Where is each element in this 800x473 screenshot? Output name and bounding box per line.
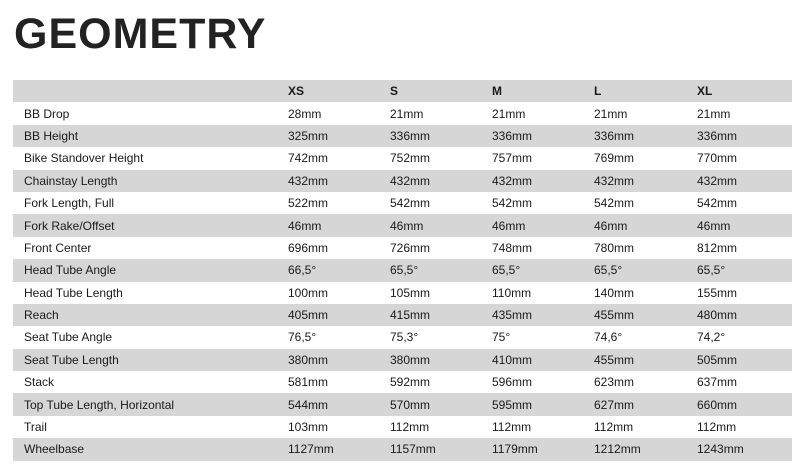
table-cell: 75,3° xyxy=(390,330,419,345)
table-row xyxy=(13,170,792,192)
size-header-xs: XS xyxy=(288,84,305,99)
table-row xyxy=(13,147,792,169)
row-label: Wheelbase xyxy=(24,442,85,457)
table-cell: 112mm xyxy=(697,420,737,435)
table-cell: 812mm xyxy=(697,240,738,255)
size-header-xl: XL xyxy=(697,84,713,99)
table-cell: 46mm xyxy=(697,218,731,233)
table-cell: 432mm xyxy=(390,173,431,188)
table-row xyxy=(13,214,792,236)
table-cell: 1157mm xyxy=(390,442,436,457)
table-cell: 748mm xyxy=(492,240,533,255)
row-label: Head Tube Length xyxy=(24,285,123,300)
header-row xyxy=(13,80,792,102)
table-cell: 74,2° xyxy=(697,330,726,345)
table-cell: 752mm xyxy=(390,151,431,166)
table-cell: 432mm xyxy=(594,173,635,188)
table-cell: 65,5° xyxy=(594,263,623,278)
page-title: GEOMETRY xyxy=(14,10,267,58)
table-cell: 46mm xyxy=(492,218,526,233)
table-cell: 336mm xyxy=(492,128,533,143)
table-cell: 112mm xyxy=(492,420,532,435)
table-cell: 66,5° xyxy=(288,263,317,278)
table-cell: 581mm xyxy=(288,375,329,390)
row-label: Chainstay Length xyxy=(24,173,118,188)
table-cell: 21mm xyxy=(697,106,731,121)
table-cell: 65,5° xyxy=(697,263,726,278)
table-cell: 432mm xyxy=(288,173,329,188)
table-row xyxy=(13,349,792,371)
row-label: Trail xyxy=(24,420,47,435)
row-label: Seat Tube Length xyxy=(24,352,119,367)
table-cell: 65,5° xyxy=(390,263,419,278)
table-cell: 74,6° xyxy=(594,330,623,345)
table-cell: 155mm xyxy=(697,285,738,300)
table-cell: 405mm xyxy=(288,308,329,323)
row-label: Bike Standover Height xyxy=(24,151,144,166)
table-cell: 455mm xyxy=(594,352,635,367)
table-cell: 542mm xyxy=(594,196,635,211)
table-cell: 380mm xyxy=(288,352,329,367)
table-cell: 769mm xyxy=(594,151,635,166)
table-cell: 325mm xyxy=(288,128,329,143)
table-row xyxy=(13,192,792,214)
table-cell: 522mm xyxy=(288,196,329,211)
table-cell: 140mm xyxy=(594,285,635,300)
table-row xyxy=(13,416,792,438)
table-cell: 75° xyxy=(492,330,511,345)
table-cell: 46mm xyxy=(594,218,628,233)
table-header xyxy=(13,80,792,102)
table-row xyxy=(13,102,792,124)
row-label: Head Tube Angle xyxy=(24,263,117,278)
table-cell: 110mm xyxy=(492,285,532,300)
table-cell: 1179mm xyxy=(492,442,538,457)
size-header-l: L xyxy=(594,84,602,99)
table-cell: 21mm xyxy=(492,106,526,121)
table-cell: 21mm xyxy=(594,106,628,121)
table-cell: 770mm xyxy=(697,151,738,166)
table-cell: 726mm xyxy=(390,240,431,255)
table-cell: 627mm xyxy=(594,397,635,412)
table-row xyxy=(13,326,792,348)
table-cell: 757mm xyxy=(492,151,533,166)
table-cell: 415mm xyxy=(390,308,431,323)
table-row xyxy=(13,237,792,259)
table-cell: 544mm xyxy=(288,397,329,412)
table-cell: 623mm xyxy=(594,375,635,390)
table-cell: 480mm xyxy=(697,308,738,323)
table-cell: 46mm xyxy=(390,218,424,233)
table-cell: 542mm xyxy=(492,196,533,211)
table-cell: 28mm xyxy=(288,106,322,121)
header-corner xyxy=(13,80,277,102)
table-cell: 336mm xyxy=(390,128,431,143)
row-label: Fork Length, Full xyxy=(24,196,115,211)
table-cell: 46mm xyxy=(288,218,322,233)
table-row xyxy=(13,393,792,415)
table-row xyxy=(13,371,792,393)
table-cell: 780mm xyxy=(594,240,635,255)
size-header-m: M xyxy=(492,84,502,99)
table-row xyxy=(13,304,792,326)
table-cell: 595mm xyxy=(492,397,533,412)
table-row xyxy=(13,259,792,281)
table-cell: 742mm xyxy=(288,151,329,166)
table-cell: 637mm xyxy=(697,375,738,390)
table-row xyxy=(13,125,792,147)
table-cell: 432mm xyxy=(492,173,533,188)
table-cell: 380mm xyxy=(390,352,431,367)
table-cell: 455mm xyxy=(594,308,635,323)
row-label: BB Drop xyxy=(24,106,70,121)
table-cell: 1243mm xyxy=(697,442,744,457)
table-cell: 103mm xyxy=(288,420,329,435)
table-body xyxy=(13,102,792,460)
row-label: Front Center xyxy=(24,240,92,255)
table-cell: 112mm xyxy=(390,420,430,435)
table-cell: 435mm xyxy=(492,308,533,323)
row-label: Top Tube Length, Horizontal xyxy=(24,397,175,412)
table-cell: 1212mm xyxy=(594,442,641,457)
row-label: Seat Tube Angle xyxy=(24,330,113,345)
row-label: Reach xyxy=(24,308,59,323)
table-cell: 100mm xyxy=(288,285,329,300)
table-cell: 432mm xyxy=(697,173,738,188)
size-header-s: S xyxy=(390,84,399,99)
table-cell: 1127mm xyxy=(288,442,334,457)
table-cell: 105mm xyxy=(390,285,431,300)
table-row xyxy=(13,282,792,304)
geometry-table xyxy=(13,80,792,461)
table-cell: 542mm xyxy=(697,196,738,211)
table-cell: 21mm xyxy=(390,106,424,121)
table-cell: 592mm xyxy=(390,375,431,390)
table-cell: 112mm xyxy=(594,420,634,435)
table-cell: 410mm xyxy=(492,352,533,367)
table-cell: 660mm xyxy=(697,397,738,412)
row-label: Stack xyxy=(24,375,55,390)
table-cell: 542mm xyxy=(390,196,431,211)
row-label: Fork Rake/Offset xyxy=(24,218,115,233)
table-cell: 696mm xyxy=(288,240,329,255)
table-cell: 336mm xyxy=(594,128,635,143)
row-label: BB Height xyxy=(24,128,79,143)
table-cell: 336mm xyxy=(697,128,738,143)
table-cell: 570mm xyxy=(390,397,431,412)
table-cell: 596mm xyxy=(492,375,533,390)
table-row xyxy=(13,438,792,460)
table-cell: 65,5° xyxy=(492,263,521,278)
table-cell: 505mm xyxy=(697,352,738,367)
table-cell: 76,5° xyxy=(288,330,317,345)
